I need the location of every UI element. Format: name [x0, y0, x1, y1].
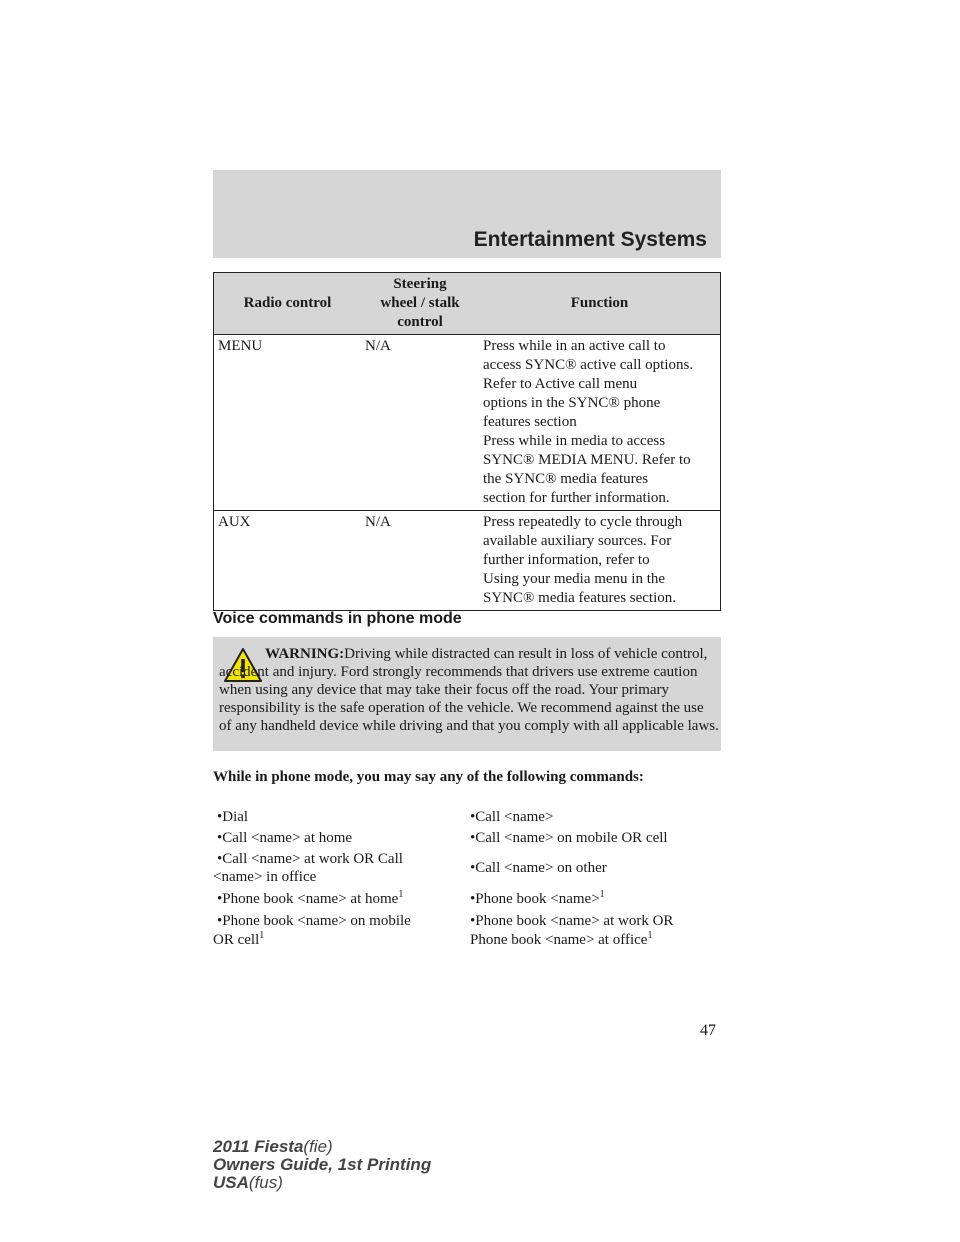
cell-steering: N/A: [361, 335, 479, 511]
cell-radio: AUX: [214, 511, 362, 611]
table-row: [214, 335, 721, 511]
warning-box: [213, 637, 721, 751]
cell-steering: N/A: [361, 511, 479, 611]
list-item-continuation: Phone book <name> at office$^1$: [470, 930, 653, 948]
list-item: •Phone book <name> at work OR: [470, 913, 674, 929]
page-number: 47: [700, 1022, 716, 1039]
header-steering-control: Steering wheel / stalk control: [361, 273, 479, 335]
list-item: •Call <name>: [470, 809, 554, 825]
list-item: •Call <name> at work OR Call: [217, 851, 403, 867]
list-item: •Dial: [217, 809, 249, 825]
header-function: Function: [479, 273, 721, 335]
header-radio-control: Radio control: [214, 273, 362, 335]
list-item: •Phone book <name> at home$^1$: [217, 889, 404, 907]
list-item: •Call <name> on mobile OR cell: [470, 830, 668, 846]
section-header-band: [213, 170, 721, 258]
warning-text: WARNING:Driving while distracted can result in loss of vehicle control, accident and injury. Ford strongly recommends that drivers use extreme caution when using any device that may take their focus off the road. Your primary responsibility is the safe operation of the vehicle. We recommend against the use of any handheld device while driving and that you comply with all applicable laws.: [219, 646, 719, 734]
cell-radio: MENU: [214, 335, 362, 511]
list-item: •Call <name> on other: [470, 860, 607, 876]
controls-table: [213, 272, 721, 611]
list-item-continuation: OR cell$^1$: [213, 930, 265, 948]
list-item: •Call <name> at home: [217, 830, 353, 846]
list-item: •Phone book <name>$^1$: [470, 889, 605, 907]
list-item-continuation: <name> in office: [213, 869, 317, 885]
table-header-row: [214, 273, 721, 335]
commands-intro: While in phone mode, you may say any of the following commands:: [213, 769, 644, 785]
voice-commands-heading: Voice commands in phone mode: [213, 610, 462, 627]
cell-function: Press repeatedly to cycle through available auxiliary sources. For further information, refer to Using your media menu in the SYNC® media features section.: [479, 511, 721, 611]
document-footer: 2011 Fiesta(fie) Owners Guide, 1st Printing USA(fus): [213, 1137, 432, 1192]
table-row: [214, 511, 721, 611]
warning-label: WARNING:: [265, 646, 345, 662]
cell-function: Press while in an active call to access SYNC® active call options. Refer to Active call menu options in the SYNC® phone features section Press while in media to access SYNC® MEDIA MENU. Refer to the SYNC® media features section for further information.: [479, 335, 721, 511]
section-title: Entertainment Systems: [473, 228, 707, 251]
list-item: •Phone book <name> on mobile: [217, 913, 411, 929]
